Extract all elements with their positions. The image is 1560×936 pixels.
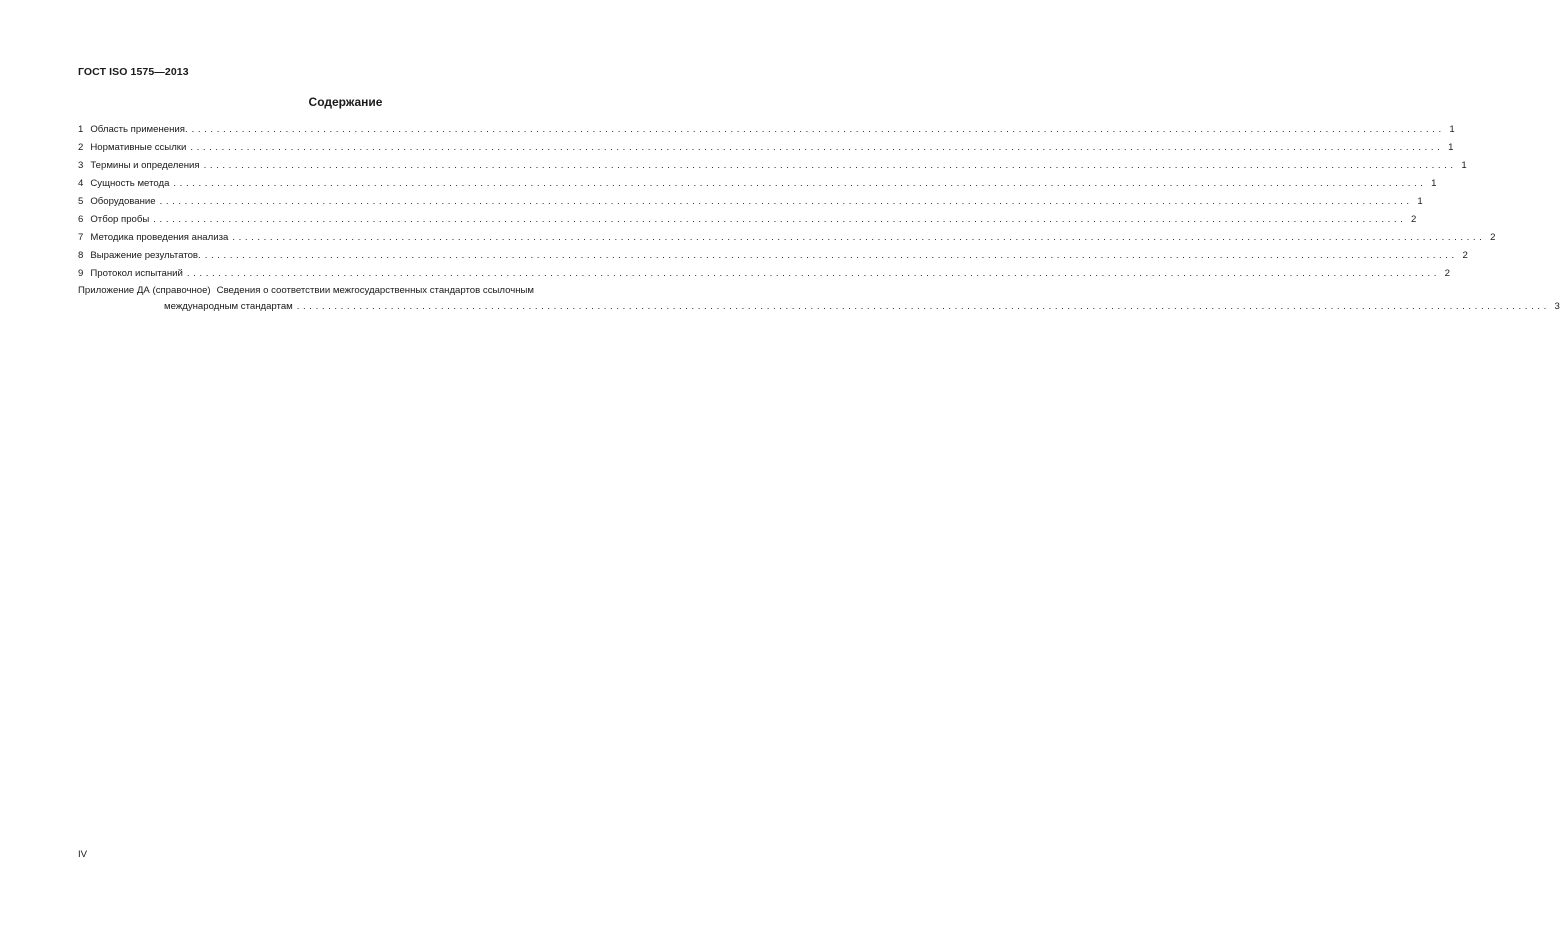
toc-entry-label: Оборудование [90,196,156,207]
toc-entry-label: Методика проведения анализа [90,232,229,243]
toc-entry[interactable] [78,157,1467,175]
toc-entry-page: 1 [1417,196,1423,207]
toc-entry[interactable] [78,247,1468,265]
toc-entry-label: Отбор пробы [90,214,150,225]
toc-entry-page: 1 [1431,178,1437,189]
toc-entry-number: 3 [78,160,84,171]
toc-dot-leader: ........................................................................................................................................................................................................ [173,178,1427,189]
toc-entry[interactable] [78,139,1454,157]
toc-entry-page: 2 [1462,250,1468,261]
toc-entry[interactable] [78,193,1423,211]
toc-entry-label: Нормативные ссылки [90,142,187,153]
appendix-title-line2: международным стандартам [164,301,293,312]
toc-entry-page: 1 [1448,142,1454,153]
toc-dot-leader: ........................................................................................................................................................................................................ [191,124,1445,135]
toc-dot-leader: ........................................................................................................................................................................................................ [186,268,1440,279]
toc-entry-number: 4 [78,178,84,189]
toc-entry-label: Область применения. [90,124,188,135]
toc-entry-page: 2 [1444,268,1450,279]
page-number: IV [78,849,88,860]
toc-entry-page: 2 [1411,214,1417,225]
appendix-page: 3 [1554,301,1560,312]
toc-entry-label: Протокол испытаний [90,268,183,279]
toc-entry[interactable] [78,229,1496,247]
toc-dot-leader: ........................................................................................................................................................................................................ [204,250,1458,261]
toc-dot-leader: ........................................................................................................................................................................................................ [203,160,1457,171]
toc-entry[interactable] [78,265,1450,283]
table-of-contents [78,121,1560,315]
toc-entry-page: 1 [1449,124,1455,135]
toc-entry-number: 6 [78,214,84,225]
document-header: ГОСТ ISO 1575—2013 [78,66,189,78]
toc-dot-leader: ........................................................................................................................................................................................................ [296,301,1550,312]
toc-appendix-entry[interactable] [78,283,1560,315]
toc-title: Содержание [308,95,383,109]
toc-entry-number: 8 [78,250,84,261]
toc-entry[interactable] [78,121,1455,139]
toc-entry-label: Выражение результатов. [90,250,201,261]
toc-entry-page: 2 [1490,232,1496,243]
appendix-title-line1: Сведения о соответствии межгосударственных стандартов ссылочным [216,285,535,296]
toc-entry-number: 5 [78,196,84,207]
toc-entry[interactable] [78,211,1417,229]
toc-entry[interactable] [78,175,1437,193]
toc-entry-label: Сущность метода [90,178,170,189]
toc-entry-number: 7 [78,232,84,243]
toc-entry-number: 1 [78,124,84,135]
appendix-prefix: Приложение ДА (справочное) [78,285,211,296]
toc-entry-number: 2 [78,142,84,153]
toc-entry-page: 1 [1461,160,1467,171]
toc-dot-leader: ........................................................................................................................................................................................................ [190,142,1444,153]
toc-dot-leader: ........................................................................................................................................................................................................ [232,232,1486,243]
toc-entry-number: 9 [78,268,84,279]
toc-dot-leader: ........................................................................................................................................................................................................ [153,214,1407,225]
toc-dot-leader: ........................................................................................................................................................................................................ [159,196,1413,207]
toc-entry-label: Термины и определения [90,160,200,171]
